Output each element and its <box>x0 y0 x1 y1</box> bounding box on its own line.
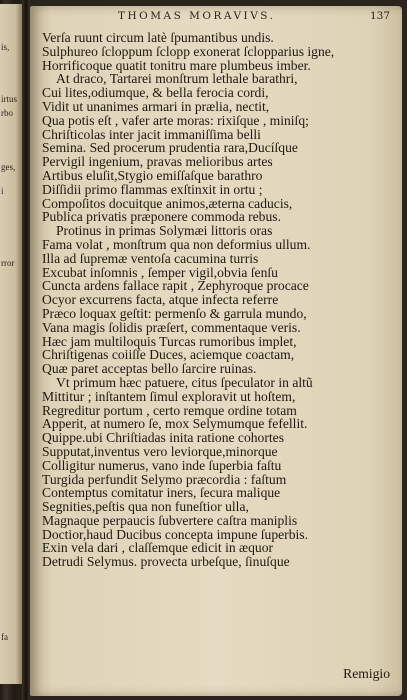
text-line: Hæc jam multiloquis Turcas rumoribus implet, <box>42 333 297 349</box>
text-line: Exin vela dari , claſſemque edicit in æquor <box>42 540 274 556</box>
text-line: Contemptus comitatur iners, ſecura malique <box>42 485 281 501</box>
text-line: Chriſtigenas coiiſſe Duces, aciemque coactam, <box>42 347 295 363</box>
left-margin-fragment: is, <box>1 42 10 52</box>
running-head <box>90 10 394 26</box>
text-line: Vidit ut unanimes armari in prælia, nectit, <box>42 98 270 114</box>
text-line: Verſa ruunt circum latè ſpumantibus undis. <box>42 30 274 45</box>
left-margin-fragment: ges, <box>1 162 16 172</box>
text-line: Apperit, at numero ſe, mox Selymumque fefellit. <box>42 416 308 432</box>
body-text <box>42 31 390 569</box>
text-line: Sulphureo ſcloppum ſclopp exonerat ſclopparius igne, <box>42 43 335 59</box>
text-line: Segnities,peſtis qua non funeſtior ulla, <box>42 499 249 515</box>
text-line: Magnaque perpaucis ſubvertere caſtra maniplis <box>42 512 298 528</box>
text-line: Præco loquax geſtit: permenſo & garrula mundo, <box>42 305 307 321</box>
left-margin-fragment: rbo <box>1 108 13 118</box>
text-line: Detrudi Selymus. provecta urbeſque, ſinuſque <box>42 554 290 570</box>
text-line: Semina. Sed procerum prudentia rara,Ducíſque <box>42 140 298 156</box>
text-line: Vana magis ſolidis præſert, commentaque veris. <box>42 319 301 335</box>
catchword: Remigio <box>343 666 390 681</box>
text-line: Cuncta ardens fallace rapit , Zephyroque procace <box>42 278 309 294</box>
text-line: Horrificoque quatit tonitru mare plumbeus imber. <box>42 57 311 73</box>
running-title: THOMAS MORAVIVS. <box>118 10 276 22</box>
text-line: Quæ paret acceptas bello ſarcire ruinas. <box>42 361 257 377</box>
text-line: Protinus in primas Solymæi littoris oras <box>56 223 273 239</box>
page-number: 137 <box>369 10 390 22</box>
text-line: Diſſidii primo flammas exſtinxit in ortu ; <box>42 181 263 197</box>
text-line: Cui lites,odiumque, & bella ferocia cordi, <box>42 85 269 101</box>
text-line: Regreditur portum , certo remque ordine totam <box>42 402 297 418</box>
left-margin-fragment: irtus <box>1 94 18 104</box>
text-line: Publica privatis præponere commoda rebus. <box>42 209 281 225</box>
text-line: Illa ad ſupremæ ventoſa cacumina turris <box>42 250 259 266</box>
text-line: Vt primum hæc patuere, citus ſpeculator in altũ <box>56 374 313 390</box>
left-margin-fragment: i <box>1 186 4 196</box>
text-line: At draco, Tartarei monſtrum lethale barathri, <box>56 71 298 87</box>
text-line: Supputat,inventus vero leviorque,minorque <box>42 443 278 459</box>
text-line: Chriſticolas inter jacit immaniſſima belli <box>42 126 261 142</box>
text-line: Qua potis eſt , vafer arte moras: rixiſque , miniſq; <box>42 112 309 128</box>
text-line: Artibus eluſit,Stygio emiſſaſque barathro <box>42 167 263 183</box>
left-margin-fragment: fa <box>1 632 8 642</box>
text-line: Compoſitos docuitque animos,æterna caducis, <box>42 195 293 211</box>
text-line: Quippe.ubi Chriſtiadas inita ratione cohortes <box>42 430 284 446</box>
book-gutter <box>22 0 30 700</box>
text-line: Colligitur numerus, vano inde ſuperbia faſtu <box>42 457 282 473</box>
text-line: Ocyor excurrens facta, atque infecta referre <box>42 292 279 308</box>
text-line: Fama volat , monſtrum qua non deformius ullum. <box>42 236 311 252</box>
text-line: Mittitur ; inſtantem ſimul exploravit ut hoſtem, <box>42 388 296 404</box>
left-margin-fragment: rror <box>1 258 15 268</box>
text-line: Pervigil ingenium, pravas melioribus artes <box>42 154 273 170</box>
text-line: Turgida perfundit Selymo præcordia : faſtum <box>42 471 287 487</box>
text-line: Doctior,haud Ducibus concepta impune ſuperbis. <box>42 526 308 542</box>
page <box>30 6 402 696</box>
text-line: Excubat inſomnis , ſemper vigil,obvia ſenſu <box>42 264 278 280</box>
left-page-edge <box>0 4 22 684</box>
